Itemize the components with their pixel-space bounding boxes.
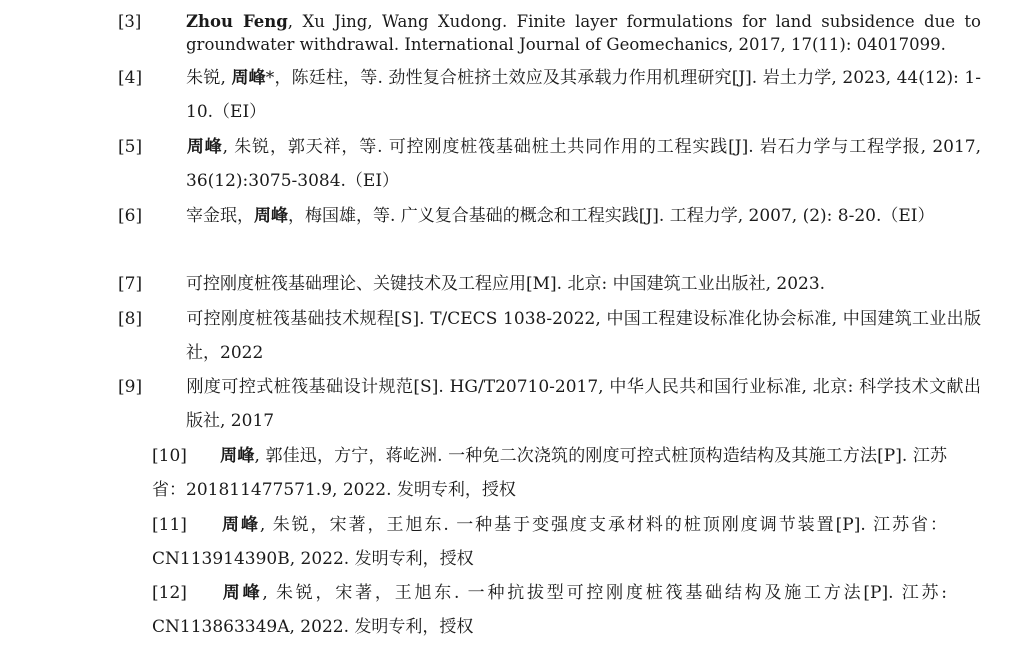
reference-text: , 郭佳迅，方宁，蒋屹洲. 一种免二次浇筑的刚度可控式桩顶构造结构及其施工方法[P]. 江苏省：201811477571.9, 2022. 发明专利，授权 <box>152 446 948 500</box>
reference-number: [9] <box>118 377 143 397</box>
highlighted-author: 周峰 <box>220 515 260 535</box>
reference-number: [11] <box>152 515 187 535</box>
reference-text: , Xu Jing, Wang Xudong. Finite layer formulations for land subsidence due to groundwater withdrawal. International Journal of Geomechanics, 2017, 17(11): 04017099. <box>186 12 981 54</box>
reference-number: [6] <box>118 206 143 226</box>
highlighted-author: 周峰 <box>186 137 223 157</box>
reference-number: [7] <box>118 274 143 294</box>
reference-item <box>152 576 947 644</box>
reference-text: 可控刚度桩筏基础理论、关键技术及工程应用[M]. 北京: 中国建筑工业出版社, 2023. <box>186 274 826 294</box>
highlighted-author: 周峰 <box>220 446 255 466</box>
reference-number: [4] <box>118 68 143 88</box>
reference-text: , 朱锐，宋著，王旭东. 一种基于变强度支承材料的桩顶刚度调节装置[P]. 江苏省：CN113914390B, 2022. 发明专利，授权 <box>152 515 948 569</box>
reference-item <box>118 10 981 56</box>
reference-item <box>118 267 981 301</box>
reference-text: 可控刚度桩筏基础技术规程[S]. T/CECS 1038-2022, 中国工程建设标准化协会标准, 中国建筑工业出版社，2022 <box>186 309 981 363</box>
reference-item <box>118 199 981 233</box>
reference-number: [12] <box>152 583 187 603</box>
reference-item <box>152 508 947 576</box>
reference-text-prefix: 宰金珉， <box>186 206 254 226</box>
reference-number: [3] <box>118 12 142 31</box>
reference-text: 刚度可控式桩筏基础设计规范[S]. HG/T20710-2017, 中华人民共和国行业标准, 北京: 科学技术文献出版社, 2017 <box>186 377 981 431</box>
reference-number: [10] <box>152 446 187 466</box>
reference-text: *，陈廷柱，等. 劲性复合桩挤土效应及其承载力作用机理研究[J]. 岩土力学, 2023, 44(12): 1-10.（EI） <box>186 68 981 122</box>
reference-text: ，梅国雄，等. 广义复合基础的概念和工程实践[J]. 工程力学, 2007, (2): 8-20.（EI） <box>288 206 935 226</box>
reference-item <box>152 439 947 507</box>
highlighted-author: 周峰 <box>231 68 266 88</box>
reference-item <box>118 130 982 198</box>
reference-number: [5] <box>118 137 143 157</box>
reference-item <box>118 370 981 438</box>
reference-number: [8] <box>118 309 143 329</box>
reference-text: , 朱锐，郭天祥，等. 可控刚度桩筏基础桩土共同作用的工程实践[J]. 岩石力学与工程学报, 2017, 36(12):3075-3084.（EI） <box>186 137 982 191</box>
highlighted-author: Zhou Feng <box>186 12 288 31</box>
reference-item <box>118 302 981 370</box>
reference-text-prefix: 朱锐, <box>186 68 232 88</box>
highlighted-author: 周峰 <box>254 206 288 226</box>
highlighted-author: 周峰 <box>220 583 263 603</box>
reference-text: , 朱锐，宋著，王旭东. 一种抗拔型可控刚度桩筏基础结构及施工方法[P]. 江苏: CN113863349A, 2022. 发明专利，授权 <box>152 583 948 637</box>
reference-item <box>118 61 981 129</box>
